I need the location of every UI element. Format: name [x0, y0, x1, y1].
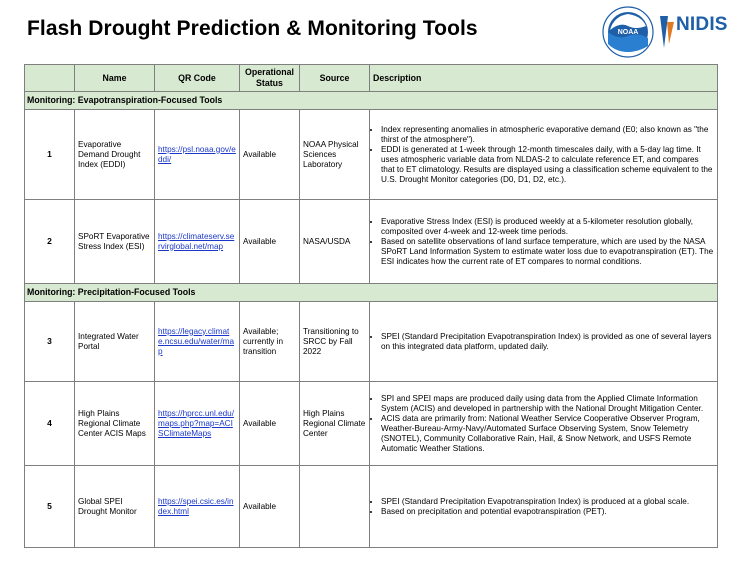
- row-number: 1: [25, 110, 75, 200]
- tool-link[interactable]: https://hprcc.unl.edu/maps.php?map=ACISClimateMaps: [158, 408, 235, 438]
- noaa-logo-icon: [602, 6, 654, 58]
- tool-name: Evaporative Demand Drought Index (EDDI): [75, 110, 155, 200]
- tool-description: [370, 110, 718, 200]
- tool-description: [370, 466, 718, 548]
- tool-name: Integrated Water Portal: [75, 302, 155, 382]
- tool-description: [370, 200, 718, 284]
- tool-link[interactable]: https://psl.noaa.gov/eddi/: [158, 144, 236, 164]
- description-bullet: • SPEI (Standard Precipitation Evapotranspiration Index) is produced at a global scale.: [381, 497, 714, 507]
- tool-status: Available; currently in transition: [240, 302, 300, 382]
- row-number: 5: [25, 466, 75, 548]
- row-number: 3: [25, 302, 75, 382]
- table-row: [25, 302, 718, 382]
- page-title: Flash Drought Prediction & Monitoring Tools: [27, 17, 478, 40]
- nidis-logo: [658, 10, 738, 52]
- tool-description: [370, 302, 718, 382]
- header-row: [25, 65, 718, 92]
- tool-source: NOAA Physical Sciences Laboratory: [300, 110, 370, 200]
- table-row: [25, 110, 718, 200]
- description-bullet: • Index representing anomalies in atmospheric evaporative demand (E0; also known as "the thirst of the atmosphere").: [381, 125, 714, 145]
- section-row: [25, 284, 718, 302]
- table-row: [25, 382, 718, 466]
- tools-table: [24, 64, 718, 548]
- tool-name: High Plains Regional Climate Center ACIS Maps: [75, 382, 155, 466]
- tool-name: SPoRT Evaporative Stress Index (ESI): [75, 200, 155, 284]
- tool-link[interactable]: https://climateserv.servirglobal.net/map: [158, 231, 235, 251]
- tool-link[interactable]: https://spei.csic.es/index.html: [158, 496, 234, 516]
- header-qr-code: QR Code: [155, 65, 240, 92]
- nidis-label: NIDIS: [676, 14, 728, 35]
- description-bullet: • EDDI is generated at 1-week through 12-month timescales daily, with a 5-day lag time. It uses atmospheric variable data from NLDAS-2 to calculate reference ET, and compares that to ET climatology. Results are displayed using a classification scheme equivalent to the U.S. Drought Monitor categories (D0, D1, D2, etc.).: [381, 145, 714, 185]
- tool-status: Available: [240, 382, 300, 466]
- header-description: Description: [370, 65, 718, 92]
- row-number: 4: [25, 382, 75, 466]
- description-bullet: • Based on satellite observations of land surface temperature, which are used by the NASA SPoRT Land Information System to estimate water loss due to evapotranspiration (ET). The ESI indicates how the current rate of ET compares to normal conditions.: [381, 237, 714, 267]
- section-row: [25, 92, 718, 110]
- tool-status: Available: [240, 110, 300, 200]
- header-status: Operational Status: [240, 65, 300, 92]
- row-number: 2: [25, 200, 75, 284]
- description-bullet: • SPEI (Standard Precipitation Evapotranspiration Index) is provided as one of several layers on this integrated data platform, updated daily.: [381, 332, 714, 352]
- table-row: [25, 200, 718, 284]
- description-bullet: • Evaporative Stress Index (ESI) is produced weekly at a 5-kilometer resolution globally, composited over 4-week and 12-week time periods.: [381, 217, 714, 237]
- logos: [602, 6, 740, 58]
- header-number: [25, 65, 75, 92]
- description-bullet: • SPI and SPEI maps are produced daily using data from the Applied Climate Information System (ACIS) and developed in partnership with the National Drought Mitigation Center.: [381, 394, 714, 414]
- description-bullet: • Based on precipitation and potential evapotranspiration (PET).: [381, 507, 714, 517]
- tool-source: Transitioning to SRCC by Fall 2022: [300, 302, 370, 382]
- description-bullet: • ACIS data are primarily from: National Weather Service Cooperative Observer Program, Weather-Bureau-Army-Navy/Automated Surface Observing System, Snow Telemetry (SNOTEL), Community Collaborative Rain, Hail, & Snow Network, and USFS Remote Automatic Weather Stations.: [381, 414, 714, 454]
- tool-source: NASA/USDA: [300, 200, 370, 284]
- noaa-label: NOAA: [617, 29, 639, 36]
- tool-link[interactable]: https://legacy.climate.ncsu.edu/water/map: [158, 326, 235, 356]
- section-title: Monitoring: Precipitation-Focused Tools: [25, 284, 718, 302]
- header-source: Source: [300, 65, 370, 92]
- tool-source: High Plains Regional Climate Center: [300, 382, 370, 466]
- tool-name: Global SPEI Drought Monitor: [75, 466, 155, 548]
- table-row: [25, 466, 718, 548]
- tool-source: [300, 466, 370, 548]
- header-name: Name: [75, 65, 155, 92]
- tool-description: [370, 382, 718, 466]
- nidis-mark-icon: [658, 12, 676, 52]
- tool-status: Available: [240, 466, 300, 548]
- tool-status: Available: [240, 200, 300, 284]
- section-title: Monitoring: Evapotranspiration-Focused Tools: [25, 92, 718, 110]
